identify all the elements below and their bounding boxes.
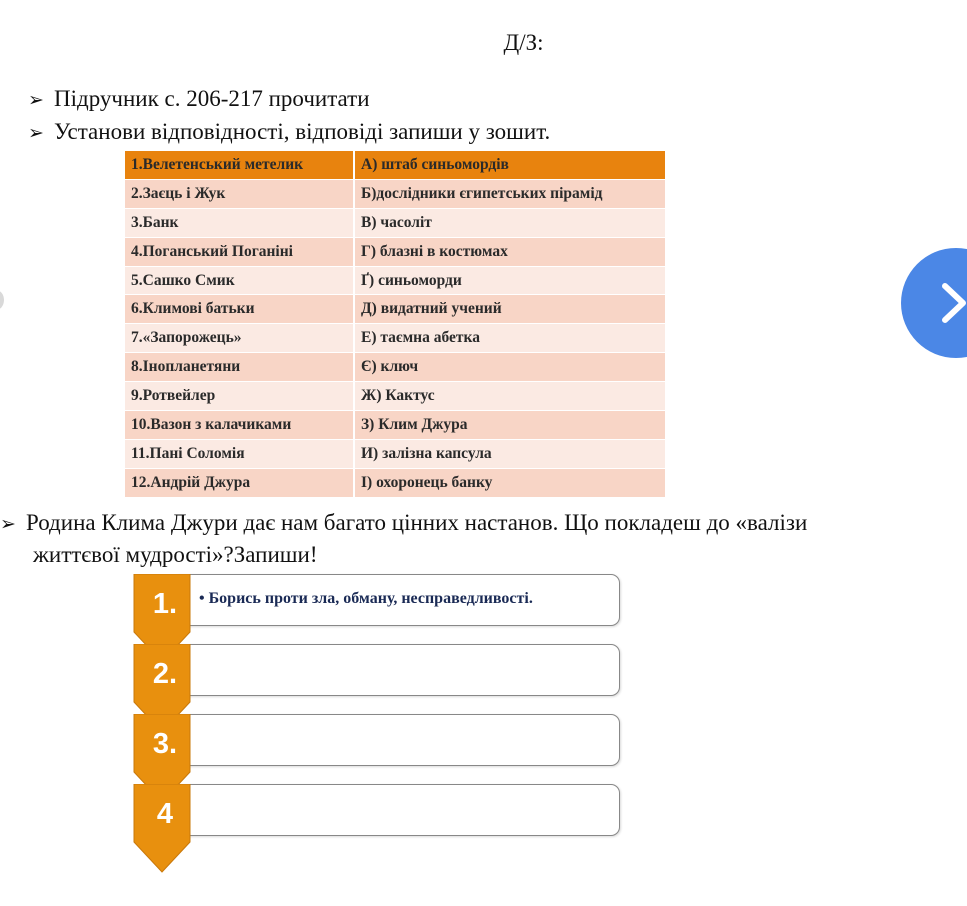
table-cell-left: 3.Банк bbox=[125, 208, 354, 237]
task-item-3 bbox=[0, 508, 960, 570]
table-row bbox=[125, 295, 666, 324]
table-cell-left: 7.«Запорожець» bbox=[125, 324, 354, 353]
table-row bbox=[125, 266, 666, 295]
table-cell-left: 10.Вазон з калачиками bbox=[125, 411, 354, 440]
arrow-bullet-icon: ➢ bbox=[0, 514, 16, 535]
arrow-bullet-icon: ➢ bbox=[28, 123, 44, 144]
table-row bbox=[125, 353, 666, 382]
clipped-heading-remnant bbox=[70, 0, 860, 8]
table-cell-right: И) залізна капсула bbox=[354, 439, 666, 468]
wisdom-answer-box[interactable] bbox=[170, 644, 620, 696]
table-cell-right: Ж) Кактус bbox=[354, 382, 666, 411]
table-cell-left: 11.Пані Соломія bbox=[125, 439, 354, 468]
wisdom-answer-box[interactable] bbox=[170, 784, 620, 836]
table-cell-left: 8.Інопланетяни bbox=[125, 353, 354, 382]
task-text-line1: Родина Клима Джури дає нам багато цінних настанов. Що покладеш до «валізи bbox=[26, 510, 808, 535]
table-cell-right: Г) блазні в костюмах bbox=[354, 237, 666, 266]
table-cell-left: 2.Заєць і Жук bbox=[125, 179, 354, 208]
table-cell-left: 5.Сашко Смик bbox=[125, 266, 354, 295]
table-row bbox=[125, 468, 666, 497]
table-cell-left: 12.Андрій Джура bbox=[125, 468, 354, 497]
table-cell-right: З) Клим Джура bbox=[354, 411, 666, 440]
task-item-1 bbox=[28, 86, 370, 112]
wisdom-answer-box[interactable] bbox=[170, 714, 620, 766]
chevron-right-icon bbox=[939, 282, 967, 324]
table-cell-right: Е) таємна абетка bbox=[354, 324, 666, 353]
table-cell-right: І) охоронець банку bbox=[354, 468, 666, 497]
table-row bbox=[125, 151, 666, 179]
table-row bbox=[125, 411, 666, 440]
task-item-2 bbox=[28, 119, 550, 145]
task-text-line2: життєвої мудрості»?Запиши! bbox=[33, 542, 318, 567]
homework-title: Д/З: bbox=[503, 30, 544, 55]
next-slide-button[interactable] bbox=[901, 248, 967, 358]
step-text: • Борись проти зла, обману, несправедливості. bbox=[199, 590, 533, 607]
table-cell-right: Ґ) синьоморди bbox=[354, 266, 666, 295]
task-text: Установи відповідності, відповіді запиши у зошит. bbox=[54, 119, 551, 144]
table-row bbox=[125, 382, 666, 411]
matching-table bbox=[125, 151, 667, 498]
step-number: 3. bbox=[152, 728, 178, 760]
table-row bbox=[125, 208, 666, 237]
wisdom-step-4 bbox=[132, 784, 622, 874]
table-row bbox=[125, 237, 666, 266]
table-row bbox=[125, 179, 666, 208]
table-cell-right: Д) видатний учений bbox=[354, 295, 666, 324]
table-cell-right: Б)дослідники єгипетських пірамід bbox=[354, 179, 666, 208]
table-cell-left: 6.Климові батьки bbox=[125, 295, 354, 324]
step-number: 4 bbox=[156, 798, 174, 830]
table-cell-right: В) часоліт bbox=[354, 208, 666, 237]
table-cell-right: Є) ключ bbox=[354, 353, 666, 382]
prev-button-edge[interactable] bbox=[0, 290, 4, 310]
table-row bbox=[125, 324, 666, 353]
step-number: 1. bbox=[152, 588, 178, 620]
table-cell-right: А) штаб синьомордів bbox=[354, 151, 666, 179]
table-row bbox=[125, 439, 666, 468]
step-number: 2. bbox=[152, 658, 178, 690]
arrow-bullet-icon: ➢ bbox=[28, 90, 44, 111]
table-cell-left: 4.Поганський Поганіні bbox=[125, 237, 354, 266]
table-cell-left: 1.Велетенський метелик bbox=[125, 151, 354, 179]
table-cell-left: 9.Ротвейлер bbox=[125, 382, 354, 411]
task-text: Підручник с. 206-217 прочитати bbox=[54, 86, 370, 111]
